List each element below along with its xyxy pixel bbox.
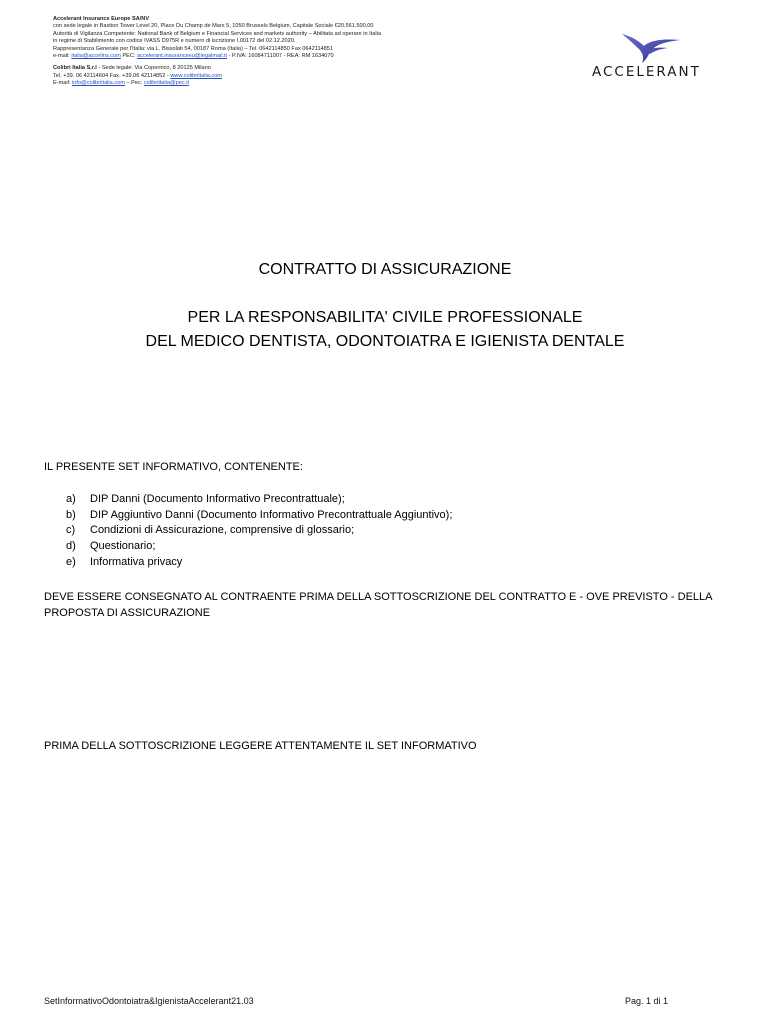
contract-subtitle-1: PER LA RESPONSABILITA' CIVILE PROFESSIONALE <box>187 309 583 326</box>
colibri-address: - Sede legale: Via Copernico, 8 20125 Milano <box>96 65 211 72</box>
list-item <box>66 492 452 508</box>
insurer-email-link[interactable]: italia@accelins.com <box>71 53 121 60</box>
email-label: e-mail: <box>53 53 72 60</box>
header-line-4: Rappresentanza Generale per l'Italia: via L. Bissolati 54, 00187 Roma (Italia) – Tel. 0642114850 Fax 0642114851 <box>53 45 334 52</box>
contract-subtitle-2: DEL MEDICO DENTISTA, ODONTOIATRA E IGIENISTA DENTALE <box>145 333 625 350</box>
colibri-line-1 <box>53 65 523 72</box>
delivery-notice: DEVE ESSERE CONSEGNATO AL CONTRAENTE PRIMA DELLA SOTTOSCRIZIONE DEL CONTRATTO E - OVE PREVISTO - DELLA PROPOSTA DI ASSICURAZIONE <box>44 591 712 619</box>
vat-rea: - P.IVA: 16084711007 - REA: RM 1634070 <box>226 53 334 60</box>
list-item <box>66 539 452 555</box>
list-item-letter: c) <box>66 524 76 537</box>
list-item <box>66 555 452 571</box>
contract-title: CONTRATTO DI ASSICURAZIONE <box>258 261 512 278</box>
colibri-pec-link[interactable]: colibriitalia@pec.it <box>143 80 190 87</box>
pec-label: PEC: <box>120 53 138 60</box>
list-item-text: Condizioni di Assicurazione, comprensive di glossario; <box>90 524 355 537</box>
header-line-5 <box>53 53 523 60</box>
contents-list <box>66 492 452 571</box>
header-line-2: Autorità di Vigilanza Competente: National Bank of Belgium e Financial Services and markets authority – Abilitata ad operare in Italia <box>53 30 381 37</box>
list-item-letter: e) <box>66 555 76 568</box>
footer-page-number: Pag. 1 di 1 <box>624 996 668 1006</box>
list-item-text: DIP Aggiuntivo Danni (Documento Informativo Precontrattuale Aggiuntivo); <box>90 508 453 521</box>
list-item-letter: a) <box>66 493 76 505</box>
header-line-1: con sede legale in Bastion Tower Level 20, Place Du Champ de Mars 5, 1050 Brussels Belgium, Capitale Sociale €20.561.500,00 <box>53 23 374 30</box>
colibri-website-link[interactable]: www.colibriitalia.com <box>170 72 222 79</box>
list-item-text: DIP Danni (Documento Informativo Precontrattuale); <box>90 493 345 505</box>
colibri-name: Colibrì Italia S.r.l <box>53 65 97 72</box>
bird-icon <box>592 30 727 64</box>
colibri-email-link[interactable]: info@colibriitalia.com <box>71 80 125 87</box>
insurer-header <box>53 16 523 88</box>
list-item <box>66 523 452 539</box>
colibri-line-2 <box>53 73 523 80</box>
logo-wordmark: ACCELERANT <box>592 64 701 80</box>
colibri-email-label: E-mail: <box>53 80 72 87</box>
insurer-pec-link[interactable]: accelerant.insuranceeu@legalmail.it <box>137 53 227 60</box>
colibri-phone: Tel. +39. 06 42114604 Fax. +39.06 42114852 - <box>53 72 171 79</box>
read-carefully-notice: PRIMA DELLA SOTTOSCRIZIONE LEGGERE ATTENTAMENTE IL SET INFORMATIVO <box>44 740 477 752</box>
colibri-line-3 <box>53 80 523 87</box>
header-line-3: in regime di Stabilimento con codice IVASS D975R e numero di iscrizione I.00172 del 02.12.2020. <box>53 38 296 45</box>
list-item-letter: d) <box>66 540 76 553</box>
list-item <box>66 508 452 524</box>
list-item-text: Questionario; <box>90 540 156 553</box>
list-item-text: Informativa privacy <box>90 555 183 568</box>
colibri-pec-label: – Pec: <box>124 80 144 87</box>
list-item-letter: b) <box>66 508 76 521</box>
company-name: Accelerant Insurance Europe SA/NV <box>53 16 150 22</box>
set-informativo-heading: IL PRESENTE SET INFORMATIVO, CONTENENTE: <box>44 461 303 473</box>
accelerant-logo <box>592 30 727 82</box>
footer-doc-code: SetInformativoOdontoiatra&IgienistaAccelerant21.03 <box>44 996 254 1006</box>
